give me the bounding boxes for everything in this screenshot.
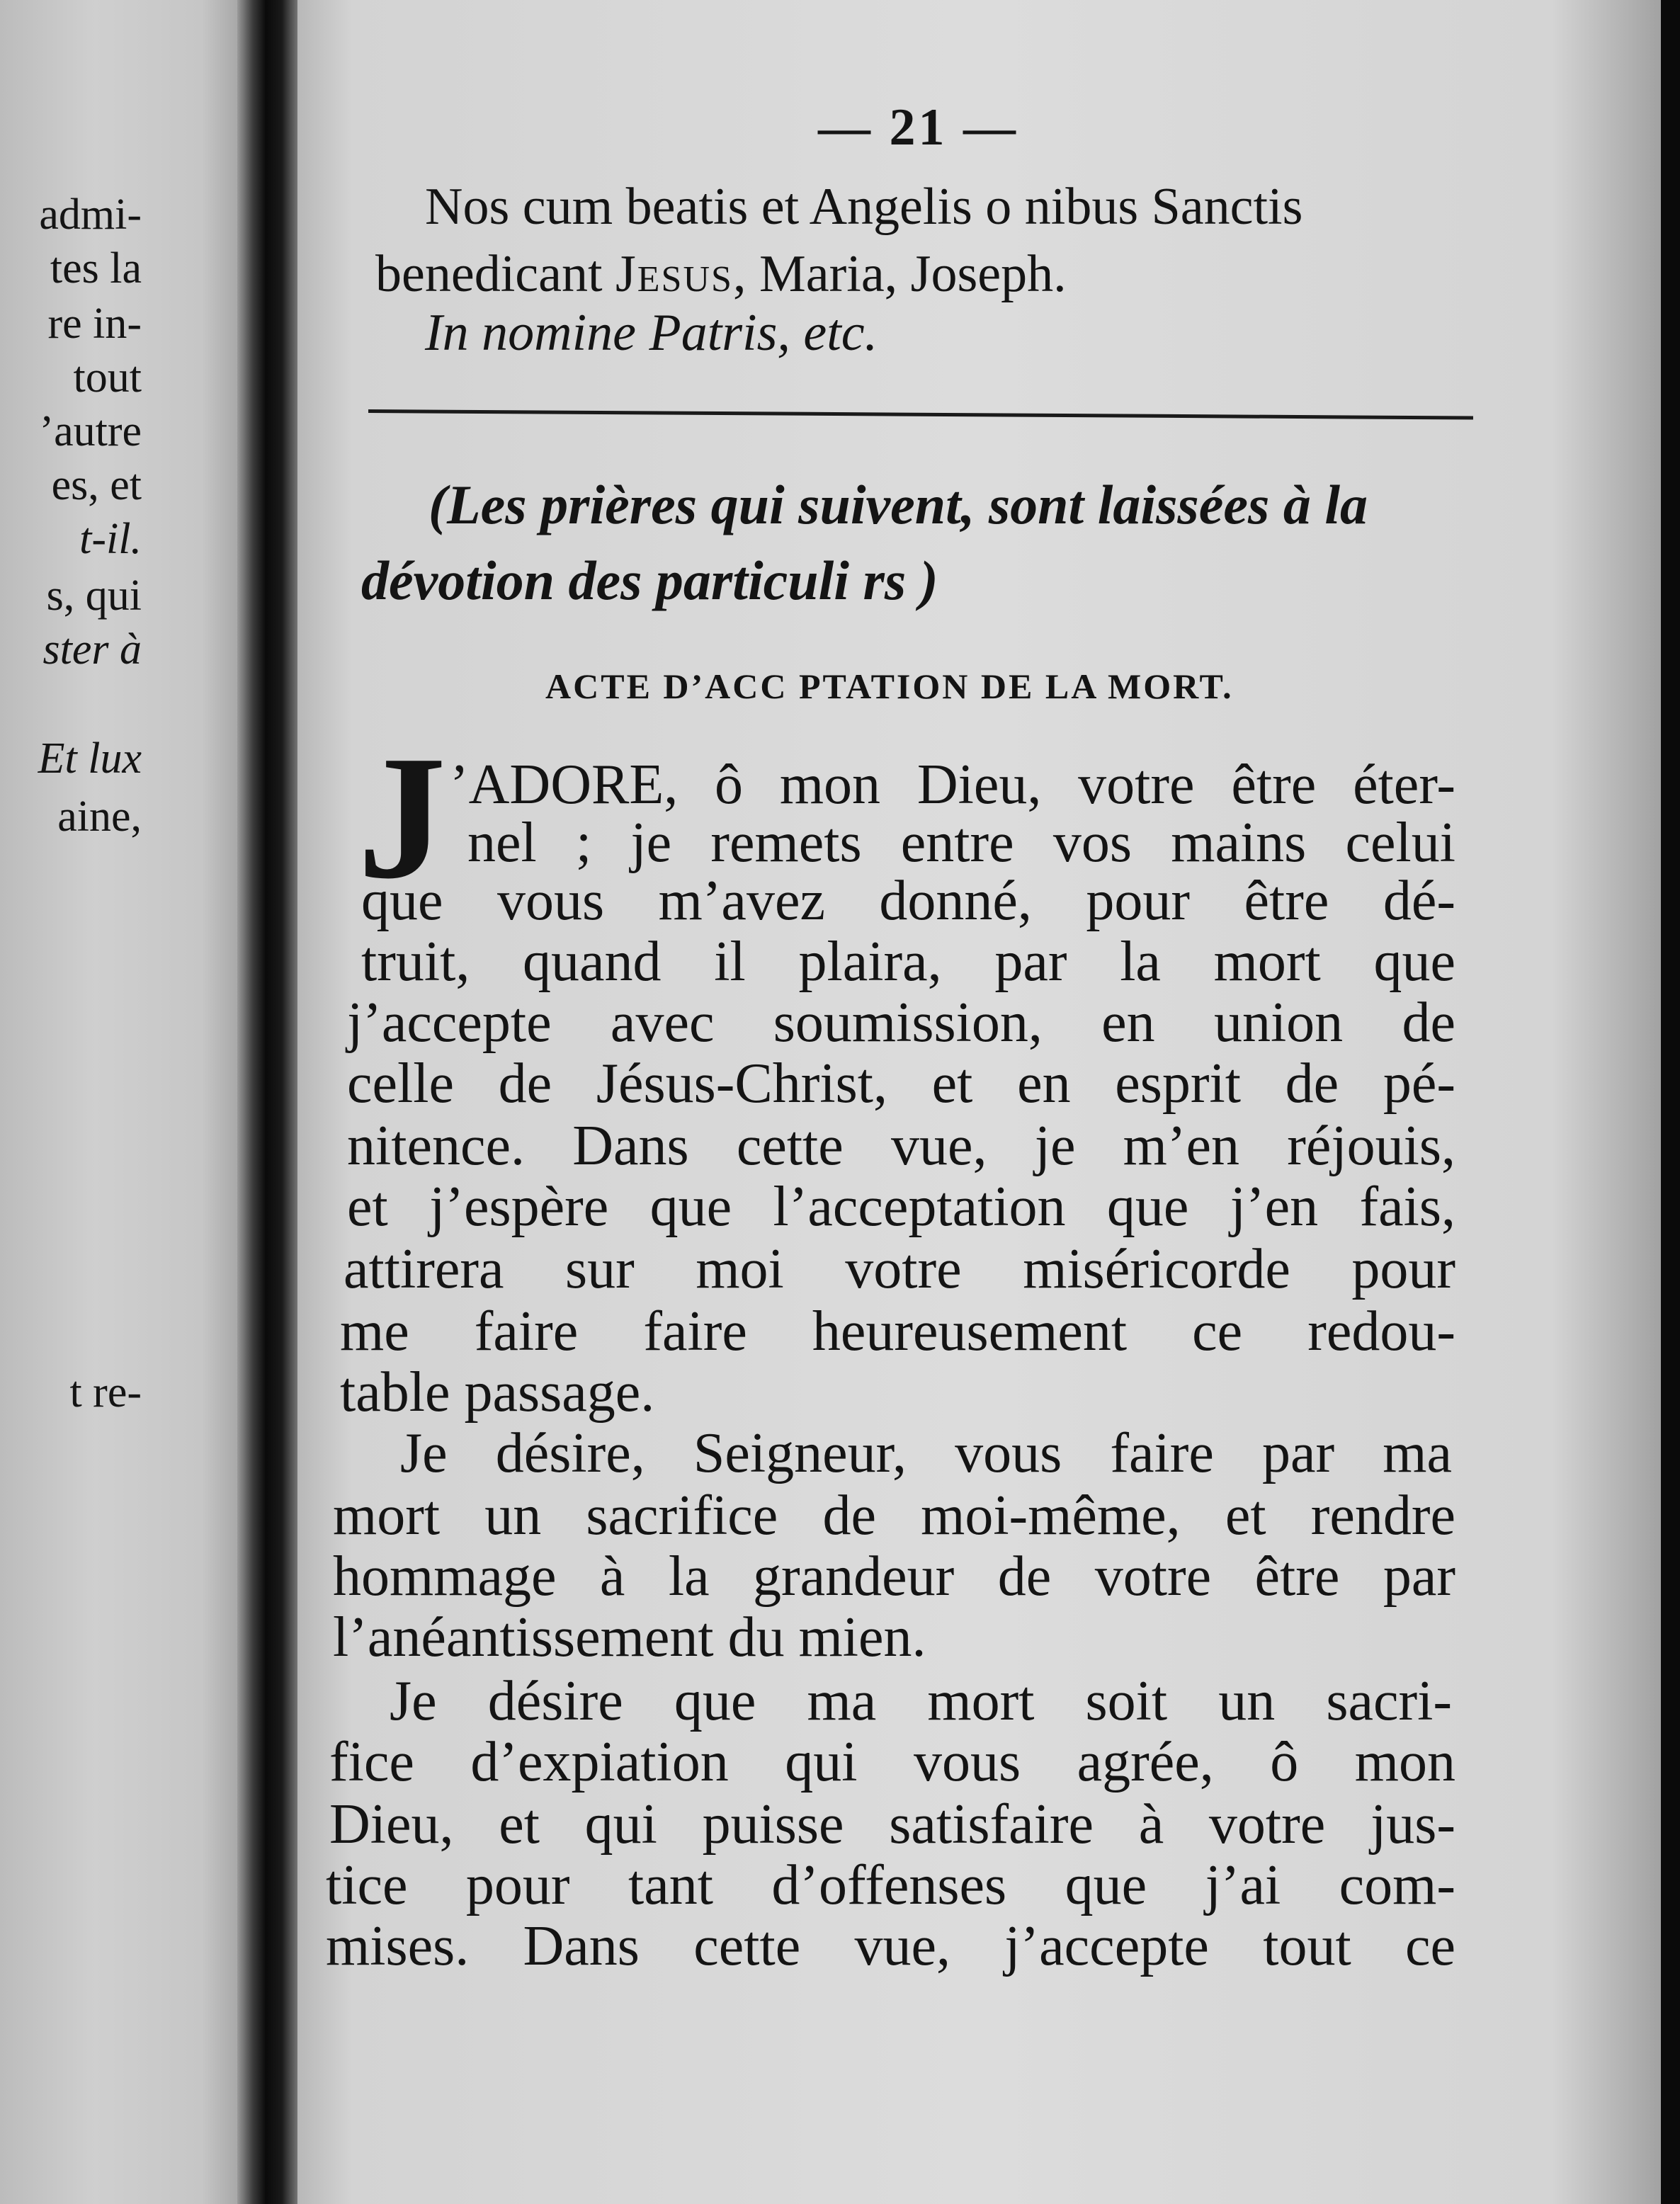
body-line: tice pour tant d’offenses que j’ai com- bbox=[326, 1854, 1455, 1916]
note-line-1: (Les prières qui suivent, sont laissées à la bbox=[428, 474, 1368, 535]
left-page-line: ster à bbox=[42, 625, 142, 674]
drop-cap: J bbox=[358, 720, 446, 916]
body-line: j’accepte avec soumission, en union de bbox=[347, 992, 1455, 1054]
body-line: attirera sur moi votre miséricorde pour bbox=[344, 1238, 1455, 1300]
body-line: mises. Dans cette vue, j’accepte tout ce bbox=[326, 1915, 1455, 1977]
holy-name: Jesus bbox=[615, 245, 733, 303]
body-line: et j’espère que l’acceptation que j’en fais, bbox=[347, 1176, 1455, 1238]
left-page-line: t-il. bbox=[79, 515, 142, 563]
body-line: ’ADORE, ô mon Dieu, votre être éter- bbox=[450, 754, 1455, 816]
body-line: Dieu, et qui puisse satisfaire à votre jus- bbox=[329, 1793, 1455, 1856]
body-line: fice d’expiation qui vous agrée, ô mon bbox=[329, 1731, 1455, 1793]
left-page-line: tout bbox=[73, 353, 142, 402]
scan-border bbox=[1661, 0, 1680, 2204]
body-line: me faire faire heureusement ce redou- bbox=[340, 1300, 1455, 1363]
book-gutter bbox=[237, 0, 301, 2204]
horizontal-rule bbox=[368, 409, 1473, 420]
book-page bbox=[297, 0, 1661, 2204]
left-page-line: ’autre bbox=[39, 407, 142, 455]
body-line: nel ; je remets entre vos mains celui bbox=[467, 812, 1455, 874]
body-line: nitence. Dans cette vue, je m’en réjouis, bbox=[347, 1115, 1455, 1177]
body-line: truit, quand il plaira, par la mort que bbox=[361, 931, 1455, 993]
left-page-line: Et lux bbox=[38, 734, 142, 783]
left-page-line: t re- bbox=[69, 1368, 142, 1416]
body-line: hommage à la grandeur de votre être par bbox=[333, 1545, 1455, 1608]
left-page-line: es, et bbox=[51, 461, 142, 509]
page-number: — 21 — bbox=[818, 98, 1018, 157]
left-page-line: aine, bbox=[57, 793, 142, 841]
blessing-line-2 bbox=[375, 244, 1067, 305]
left-page-line: s, qui bbox=[46, 572, 142, 620]
previous-page-fragment bbox=[0, 0, 237, 2204]
left-page-line: admi- bbox=[39, 191, 142, 239]
blessing-prefix: benedicant bbox=[375, 245, 615, 303]
body-line: mort un sacrifice de moi-même, et rendre bbox=[333, 1484, 1455, 1547]
blessing-line-3: In nomine Patris, etc. bbox=[425, 304, 878, 362]
section-title: ACTE D’ACC PTATION DE LA MORT. bbox=[545, 666, 1234, 706]
note-line-2: dévotion des particuli rs ) bbox=[361, 550, 938, 611]
body-line: table passage. bbox=[340, 1361, 655, 1424]
body-line: que vous m’avez donné, pour être dé- bbox=[361, 870, 1455, 932]
blessing-line-1: Nos cum beatis et Angelis o nibus Sanctis bbox=[425, 178, 1303, 236]
body-line: celle de Jésus-Christ, et en esprit de pé- bbox=[347, 1052, 1455, 1115]
left-page-line: tes la bbox=[50, 244, 142, 292]
blessing-suffix: , Maria, Joseph. bbox=[732, 245, 1067, 303]
left-page-line: re in- bbox=[47, 300, 142, 348]
body-line: Je désire que ma mort soit un sacri- bbox=[390, 1670, 1452, 1732]
body-line: Je désire, Seigneur, vous faire par ma bbox=[400, 1422, 1452, 1484]
body-line: l’anéantissement du mien. bbox=[333, 1606, 926, 1669]
